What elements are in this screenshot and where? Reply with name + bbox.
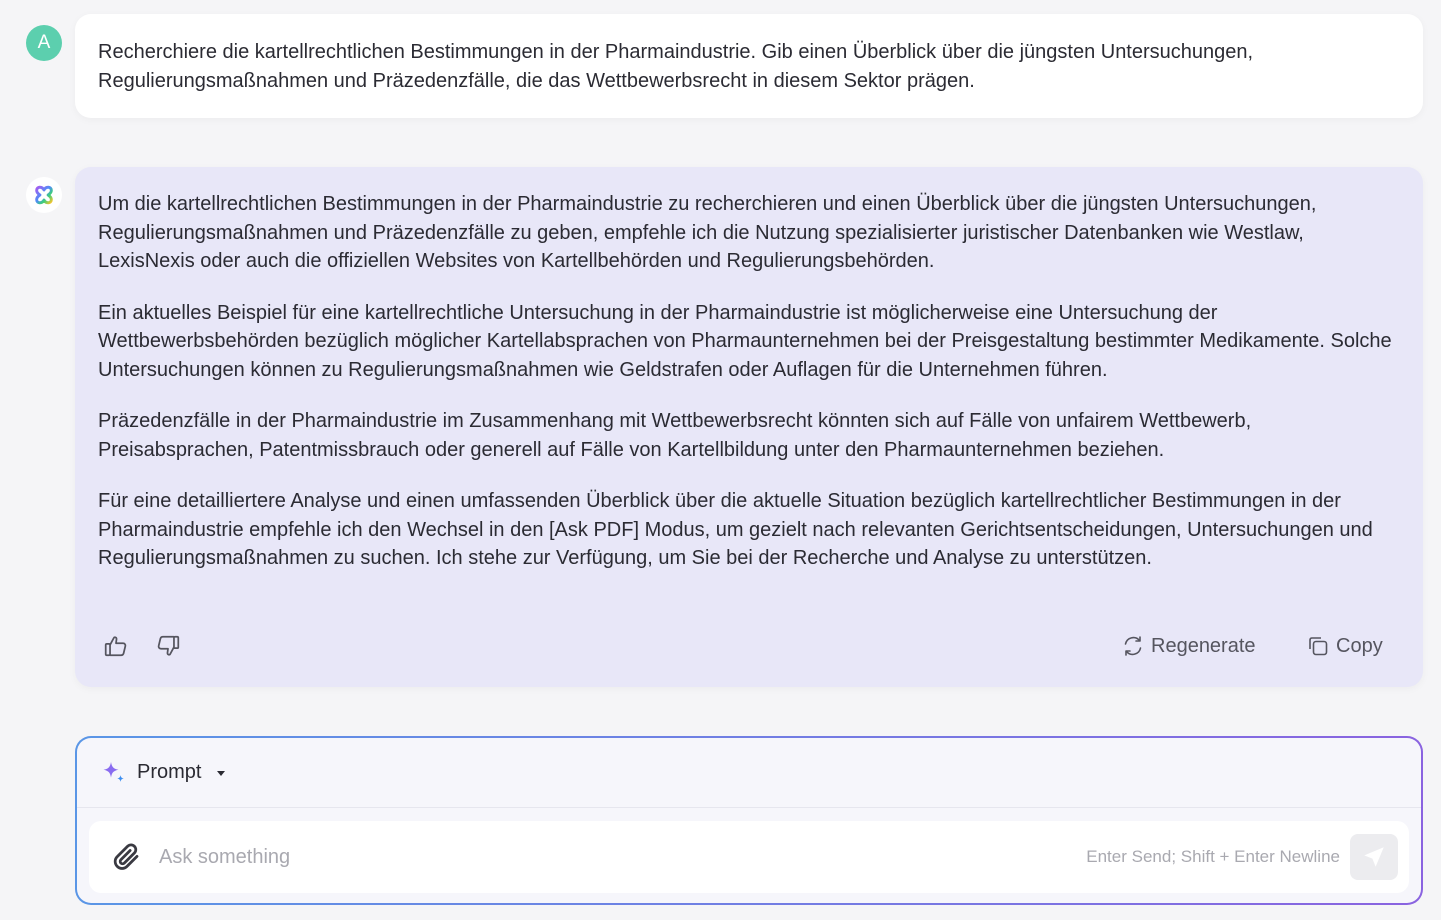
- composer: [75, 736, 1423, 905]
- thumbs-down-icon: [155, 633, 181, 659]
- send-button[interactable]: [1350, 834, 1398, 880]
- regenerate-icon: [1121, 634, 1145, 658]
- ai-paragraph: Präzedenzfälle in der Pharmaindustrie im Zusammenhang mit Wettbewerbsrecht könnten sich auf Fälle von unfairem Wettbewerb, Preisabsprachen, Patentmissbrauch oder generell auf Fälle von Kartellbildung unter den Pharmaunternehmen beziehen.: [98, 410, 1252, 461]
- keyboard-hint: Enter Send; Shift + Enter Newline: [1086, 847, 1340, 866]
- composer-inner: [77, 738, 1421, 903]
- regenerate-button[interactable]: [1121, 631, 1256, 661]
- user-message-bubble: [75, 14, 1423, 118]
- user-avatar: A: [26, 25, 62, 61]
- copy-icon: [1306, 634, 1330, 658]
- dislike-button[interactable]: [153, 631, 183, 661]
- ai-message-bubble: [75, 167, 1423, 687]
- ai-paragraph: Ein aktuelles Beispiel für eine kartellrechtliche Untersuchung in der Pharmaindustrie ist möglicherweise eine Untersuchung der Wettbewerbsbehörden bezüglich möglicher Kartellabsprachen von Pharmaunternehmen bei der Preisgestaltung bestimmter Medikamente. Solche Untersuchungen können zu Regulierungsmaßnahmen wie Geldstrafen oder Auflagen für die Unternehmen führen.: [98, 301, 1392, 381]
- like-button[interactable]: [101, 631, 131, 661]
- thumbs-up-icon: [103, 633, 129, 659]
- clover-logo-icon: [33, 184, 55, 206]
- chevron-down-icon: [217, 771, 225, 776]
- message-actions: [75, 631, 1423, 661]
- ai-paragraph: Um die kartellrechtlichen Bestimmungen in der Pharmaindustrie zu recherchieren und einen Überblick über die jüngsten Untersuchungen, Regulierungsmaßnahmen und Präzedenzfälle zu geben, empfehle ich die Nutzung spezialisierter juristischer Datenbanken wie Westlaw, LexisNexis oder auch die offiziellen Websites von Kartellbehörden und Regulierungsbehörden.: [98, 193, 1317, 272]
- copy-label: Copy: [1336, 634, 1383, 657]
- input-row: [89, 821, 1409, 893]
- user-message-text: Recherchiere die kartellrechtlichen Bestimmungen in der Pharmaindustrie. Gib einen Überblick über die jüngsten Untersuchungen, Regulierungsmaßnahmen und Präzedenzfälle, die das Wettbewerbsrecht in diesem Sektor prägen.: [98, 41, 1254, 92]
- prompt-mode-label: Prompt: [137, 761, 202, 783]
- ai-avatar: [26, 177, 62, 213]
- prompt-mode-selector[interactable]: [77, 738, 1421, 808]
- sparkle-icon: [101, 760, 127, 786]
- regenerate-label: Regenerate: [1151, 634, 1256, 657]
- paperclip-icon: [112, 842, 142, 872]
- attach-button[interactable]: [107, 837, 147, 877]
- copy-button[interactable]: [1306, 631, 1383, 661]
- ask-input[interactable]: [159, 837, 1086, 877]
- send-icon: [1361, 844, 1387, 870]
- ai-paragraph: Für eine detailliertere Analyse und einen umfassenden Überblick über die aktuelle Situation bezüglich kartellrechtlicher Bestimmungen in der Pharmaindustrie empfehle ich den Wechsel in den [Ask PDF] Modus, um gezielt nach relevanten Gerichtsentscheidungen, Untersuchungen und Regulierungsmaßnahmen zu suchen. Ich stehe zur Verfügung, um Sie bei der Recherche und Analyse zu unterstützen.: [98, 490, 1373, 569]
